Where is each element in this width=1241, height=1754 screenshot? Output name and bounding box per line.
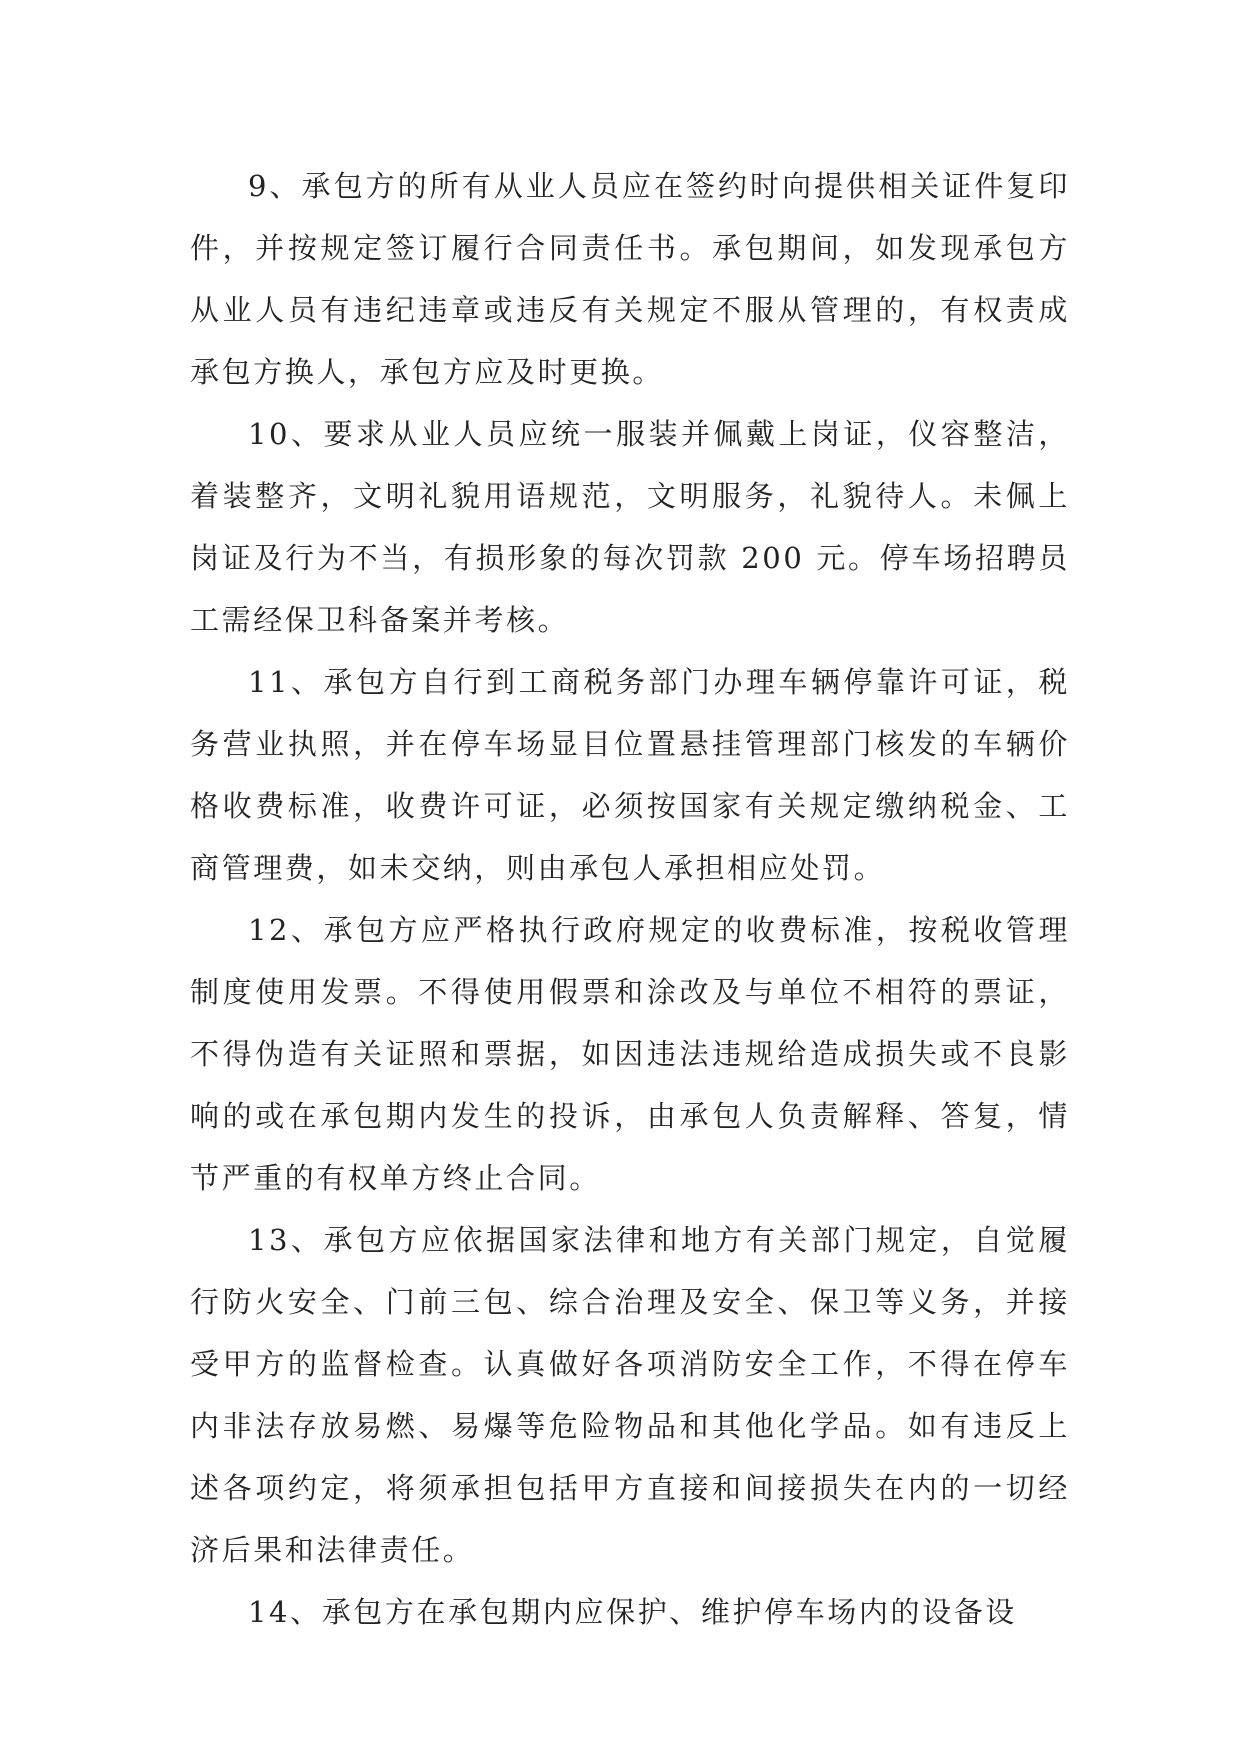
clause-12: 12、承包方应严格执行政府规定的收费标准，按税收管理制度使用发票。不得使用假票和涂改及与单位不相符的票证，不得伪造有关证照和票据，如因违法违规给造成损失或不良影响的或在承包期内发生的投诉，由承包人负责解释、答复，情节严重的有权单方终止合同。 [190,913,1070,1195]
clause-9: 9、承包方的所有从业人员应在签约时向提供相关证件复印件，并按规定签订履行合同责任书。承包期间，如发现承包方从业人员有违纪违章或违反有关规定不服从管理的，有权责成承包方换人，承包方应及时更换。 [190,169,1070,389]
clause-14: 14、承包方在承包期内应保护、维护停车场内的设备设 [248,1595,1017,1629]
clause-10: 10、要求从业人员应统一服装并佩戴上岗证，仪容整洁，着装整齐，文明礼貌用语规范，文明服务，礼貌待人。未佩上岗证及行为不当，有损形象的每次罚款 200 元。停车场招聘员工需经保卫科备案并考核。 [190,417,1070,637]
clause-13: 13、承包方应依据国家法律和地方有关部门规定，自觉履行防火安全、门前三包、综合治理及安全、保卫等义务，并接受甲方的监督检查。认真做好各项消防安全工作，不得在停车内非法存放易燃、易爆等危险物品和其他化学品。如有违反上述各项约定，将须承担包括甲方直接和间接损失在内的一切经济后果和法律责任。 [190,1223,1070,1567]
clause-11: 11、承包方自行到工商税务部门办理车辆停靠许可证，税务营业执照，并在停车场显目位置悬挂管理部门核发的车辆价格收费标准，收费许可证，必须按国家有关规定缴纳税金、工商管理费，如未交纳，则由承包人承担相应处罚。 [190,665,1070,885]
document-body [190,155,1070,1643]
